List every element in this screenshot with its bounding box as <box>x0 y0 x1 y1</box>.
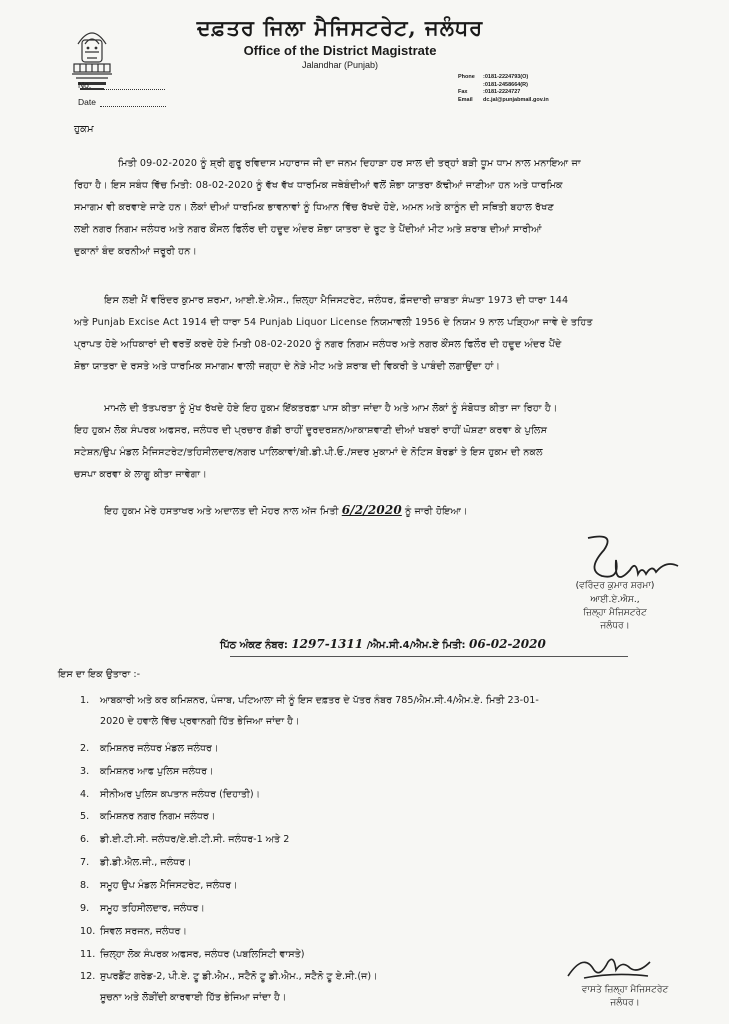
paragraph1-line: ਸਮਾਗਮ ਵੀ ਕਰਵਾਏ ਜਾਣੇ ਹਨ। ਲੋਕਾਂ ਦੀਆਂ ਧਾਰਮਿਕ ਭਾਵਨਾਵਾਂ ਨੂੰ ਧਿਆਨ ਵਿੱਚ ਰੱਖਦੇ ਹੋਏ, ਅਮਨ ਅਤੇ ਕਾਨੂੰਨ ਦੀ ਸਥਿਤੀ ਬਹਾਲ ਰੱਖਣ <box>74 202 554 213</box>
issue-line: ਇਹ ਹੁਕਮ ਮੇਰੇ ਹਸਤਾਖਰ ਅਤੇ ਅਦਾਲਤ ਦੀ ਮੋਹਰ ਨਾਲ ਅੱਜ ਮਿਤੀ 6/2/2020 ਨੂੰ ਜਾਰੀ ਹੋਇਆ। <box>104 503 468 517</box>
closing-signatory-designation: ਵਾਸਤੇ ਜ਼ਿਲ੍ਹਾ ਮੈਜਿਸਟਰੇਟ <box>581 985 669 995</box>
copy-list-item: 8. ਸਮੂਹ ਉਪ ਮੰਡਲ ਮੈਜਿਸਟਰੇਟ, ਜਲੰਧਰ। <box>80 880 238 891</box>
copy-list-item: 12. ਸੁਪਰਡੈਂਟ ਗਰੇਡ-2, ਪੀ.ਏ. ਟੂ ਡੀ.ਐਮ., ਸਟੈਨੋ ਟੂ ਡੀ.ਐਮ., ਸਟੈਨੋ ਟੂ ਏ.ਸੀ.(ਜ)। <box>80 971 378 982</box>
signatory-place: ਜਲੰਧਰ। <box>600 621 630 631</box>
contact-email: Email dc.jal@punjabmail.gov.in <box>458 96 549 103</box>
closing-signatory-place: ਜਲੰਧਰ। <box>610 998 640 1008</box>
endorsement-number: 1297-1311 <box>291 637 364 651</box>
office-title-punjabi: ਦਫ਼ਤਰ ਜਿਲਾ ਮੈਜਿਸਟਰੇਟ, ਜਲੰਧਰ <box>196 15 484 40</box>
endorsement-line: ਪਿੱਠ ਅੰਕਣ ਨੰਬਰ: 1297-1311 /ਐਮ.ਸੀ.4/ਐਮ.ਏ ਮਿਤੀ: 06-02-2020 <box>220 637 546 651</box>
copy-list-item: 1. ਆਬਕਾਰੀ ਅਤੇ ਕਰ ਕਮਿਸ਼ਨਰ, ਪੰਜਾਬ, ਪਟਿਆਲਾ ਜੀ ਨੂੰ ਇਸ ਦਫ਼ਤਰ ਦੇ ਪੱਤਰ ਨੰਬਰ 785/ਐਮ.ਸੀ.4/ਐਮ.ਏ. ਮਿਤੀ 23-01- <box>80 695 539 706</box>
signatory-service: ਆਈ.ਏ.ਐਸ., <box>590 595 640 605</box>
copy-list-item-continued: 2020 ਦੇ ਹਵਾਲੇ ਵਿੱਚ ਪ੍ਰਵਾਨਗੀ ਹਿੱਤ ਭੇਜਿਆ ਜਾਂਦਾ ਹੈ। <box>100 716 300 727</box>
closing-line: ਸੂਚਨਾ ਅਤੇ ਲੋੜੀਂਦੀ ਕਾਰਵਾਈ ਹਿੱਤ ਭੇਜਿਆ ਜਾਂਦਾ ਹੈ। <box>100 992 287 1003</box>
copy-list-item: 4. ਸੀਨੀਅਰ ਪੁਲਿਸ ਕਪਤਾਨ ਜਲੰਧਰ (ਦਿਹਾਤੀ)। <box>80 789 261 800</box>
issue-date-handwritten: 6/2/2020 <box>341 503 402 517</box>
copy-list-item: 2. ਕਮਿਸ਼ਨਰ ਜਲੰਧਰ ਮੰਡਲ ਜਲੰਧਰ। <box>80 743 219 754</box>
copy-list-item: 10. ਸਿਵਲ ਸਰਜਨ, ਜਲੰਧਰ। <box>80 926 187 937</box>
copy-list-item: 11. ਜ਼ਿਲ੍ਹਾ ਲੋਕ ਸੰਪਰਕ ਅਫਸਰ, ਜਲੰਧਰ (ਪਬਲਿਸਿਟੀ ਵਾਸਤੇ) <box>80 949 305 960</box>
paragraph3-line: ਚਸਪਾ ਕਰਵਾ ਕੇ ਲਾਗੂ ਕੀਤਾ ਜਾਵੇਗਾ। <box>74 469 207 480</box>
copy-list-item: 7. ਡੀ.ਡੀ.ਐਲ.ਜੀ., ਜਲੰਧਰ। <box>80 857 192 868</box>
contact-fax: Fax :0181-2224727 <box>458 89 521 95</box>
date-field: Date <box>78 97 166 107</box>
paragraph1-line: ਦੁਕਾਨਾਂ ਬੰਦ ਕਰਨੀਆਂ ਜਰੂਰੀ ਹਨ। <box>74 246 197 257</box>
copy-list-item: 9. ਸਮੂਹ ਤਹਿਸੀਲਦਾਰ, ਜਲੰਧਰ। <box>80 903 205 914</box>
paragraph2-line: ਇਸ ਲਈ ਮੈਂ ਵਰਿੰਦਰ ਕੁਮਾਰ ਸ਼ਰਮਾ, ਆਈ.ਏ.ਐਸ., ਜ਼ਿਲ੍ਹਾ ਮੈਜਿਸਟਰੇਟ, ਜਲੰਧਰ, ਫ਼ੌਜਦਾਰੀ ਜ਼ਾਬਤਾ ਸੰਘਤਾ 1973 ਦੀ ਧਾਰਾ 144 <box>104 295 569 306</box>
office-title-english: Office of the District Magistrate <box>243 43 437 58</box>
paragraph3-line: ਇਹ ਹੁਕਮ ਲੋਕ ਸੰਪਰਕ ਅਫਸਰ, ਜਲੰਧਰ ਦੀ ਪ੍ਰਚਾਰ ਗੱਡੀ ਰਾਹੀਂ ਦੂਰਦਰਸ਼ਨ/ਆਕਾਸ਼ਵਾਣੀ ਦੀਆਂ ਖਬਰਾਂ ਰਾਹੀਂ ਘੋਸ਼ਣਾ ਕਰਵਾ ਕੇ ਪੁਲਿਸ <box>74 425 548 436</box>
number-field: No. <box>78 80 165 90</box>
paragraph1-line: ਮਿਤੀ 09-02-2020 ਨੂੰ ਸ਼੍ਰੀ ਗੁਰੂ ਰਵਿਦਾਸ ਮਹਾਰਾਜ ਜੀ ਦਾ ਜਨਮ ਦਿਹਾੜਾ ਹਰ ਸਾਲ ਦੀ ਤਰ੍ਹਾਂ ਬੜੀ ਧੂਮ ਧਾਮ ਨਾਲ ਮਨਾਇਆ ਜਾ <box>118 158 581 169</box>
paragraph1-line: ਰਿਹਾ ਹੈ। ਇਸ ਸਬੰਧ ਵਿੱਚ ਮਿਤੀ: 08-02-2020 ਨੂੰ ਵੱਖ ਵੱਖ ਧਾਰਮਿਕ ਜਥੇਬੰਦੀਆਂ ਵਲੋਂ ਸ਼ੋਭਾ ਯਾਤਰਾ ਕੱਢੀਆਂ ਜਾਣੀਆ ਹਨ ਅਤੇ ਧਾਰਮਿਕ <box>74 180 563 191</box>
copy-heading: ਇਸ ਦਾ ਇਕ ਉਤਾਰਾ :- <box>58 669 141 680</box>
contact-block <box>458 74 648 104</box>
office-city: Jalandhar (Punjab) <box>301 60 379 70</box>
signatory-name: (ਵਰਿੰਦਰ ਕੁਮਾਰ ਸ਼ਰਮਾ) <box>575 581 655 591</box>
official-signature <box>564 948 654 988</box>
paragraph3-line: ਮਾਮਲੇ ਦੀ ਤੱਤਪਰਤਾ ਨੂੰ ਮੁੱਖ ਰੱਖਦੇ ਹੋਏ ਇਹ ਹੁਕਮ ਇੱਕਤਰਫ਼ਾ ਪਾਸ ਕੀਤਾ ਜਾਂਦਾ ਹੈ ਅਤੇ ਆਮ ਲੋਕਾਂ ਨੂੰ ਸੰਬੋਧਤ ਕੀਤਾ ਜਾ ਰਿਹਾ ਹੈ। <box>104 403 558 414</box>
contact-phone-office: Phone :0181-2224793(O) <box>458 74 529 80</box>
paragraph2-line: ਸ਼ੋਭਾ ਯਾਤਰਾ ਦੇ ਰਸਤੇ ਅਤੇ ਧਾਰਮਿਕ ਸਮਾਗਮ ਵਾਲੀ ਜਗ੍ਹਾ ਦੇ ਨੇੜੇ ਮੀਟ ਅਤੇ ਸ਼ਰਾਬ ਦੀ ਵਿਕਰੀ ਤੇ ਪਾਬੰਦੀ ਲਗਾਉਂਦਾ ਹਾਂ। <box>74 361 501 372</box>
copy-list-item: 6. ਡੀ.ਈ.ਟੀ.ਸੀ. ਜਲੰਧਰ/ਏ.ਈ.ਟੀ.ਸੀ. ਜਲੰਧਰ-1 ਅਤੇ 2 <box>80 834 290 845</box>
endorsement-date: 06-02-2020 <box>469 637 546 651</box>
copy-list-item: 5. ਕਮਿਸ਼ਨਰ ਨਗਰ ਨਿਗਮ ਜਲੰਧਰ। <box>80 811 216 822</box>
paragraph2-line: ਅਤੇ Punjab Excise Act 1914 ਦੀ ਧਾਰਾ 54 Punjab Liquor License ਨਿਯਮਾਵਲੀ 1956 ਦੇ ਨਿਯਮ 9 ਨਾਲ ਪੜ੍ਹਿਆ ਜਾਵੇ ਦੇ ਤਹਿਤ <box>74 317 593 328</box>
copy-list-item: 3. ਕਮਿਸ਼ਨਰ ਆਫ ਪੁਲਿਸ ਜਲੰਧਰ। <box>80 766 214 777</box>
order-heading: ਹੁਕਮ <box>74 124 94 135</box>
endorsement-underline <box>230 656 628 657</box>
signatory-designation: ਜ਼ਿਲ੍ਹਾ ਮੈਜਿਸਟਰੇਟ <box>583 608 647 618</box>
paragraph1-line: ਲਈ ਨਗਰ ਨਿਗਮ ਜਲੰਧਰ ਅਤੇ ਨਗਰ ਕੌਂਸਲ ਫਿਲੌਰ ਦੀ ਹਦੂਦ ਅੰਦਰ ਸ਼ੋਭਾ ਯਾਤਰਾ ਦੇ ਰੂਟ ਤੇ ਪੈਂਦੀਆਂ ਮੀਟ ਅਤੇ ਸ਼ਰਾਬ ਦੀਆਂ ਸਾਰੀਆਂ <box>74 224 542 235</box>
contact-phone-residence: :0181-2458664(R) <box>483 81 528 88</box>
paragraph2-line: ਪ੍ਰਾਪਤ ਹੋਏ ਅਧਿਕਾਰਾਂ ਦੀ ਵਰਤੋਂ ਕਰਦੇ ਹੋਏ ਮਿਤੀ 08-02-2020 ਨੂੰ ਨਗਰ ਨਿਗਮ ਜਲੰਧਰ ਅਤੇ ਨਗਰ ਕੌਂਸਲ ਫਿਲੌਰ ਦੀ ਹਦੂਦ ਅੰਦਰ ਪੈਂਦੇ <box>74 339 562 350</box>
paragraph3-line: ਸਟੇਸ਼ਨ/ਉਪ ਮੰਡਲ ਮੈਜਿਸਟਰੇਟ/ਤਹਿਸੀਲਦਾਰ/ਨਗਰ ਪਾਲਿਕਾਵਾਂ/ਬੀ.ਡੀ.ਪੀ.ਓ./ਸਦਰ ਮੁਕਾਮਾਂ ਦੇ ਨੋਟਿਸ ਬੋਰਡਾਂ ਤੇ ਇਸ ਹੁਕਮ ਦੀ ਨਕਲ <box>74 447 543 458</box>
